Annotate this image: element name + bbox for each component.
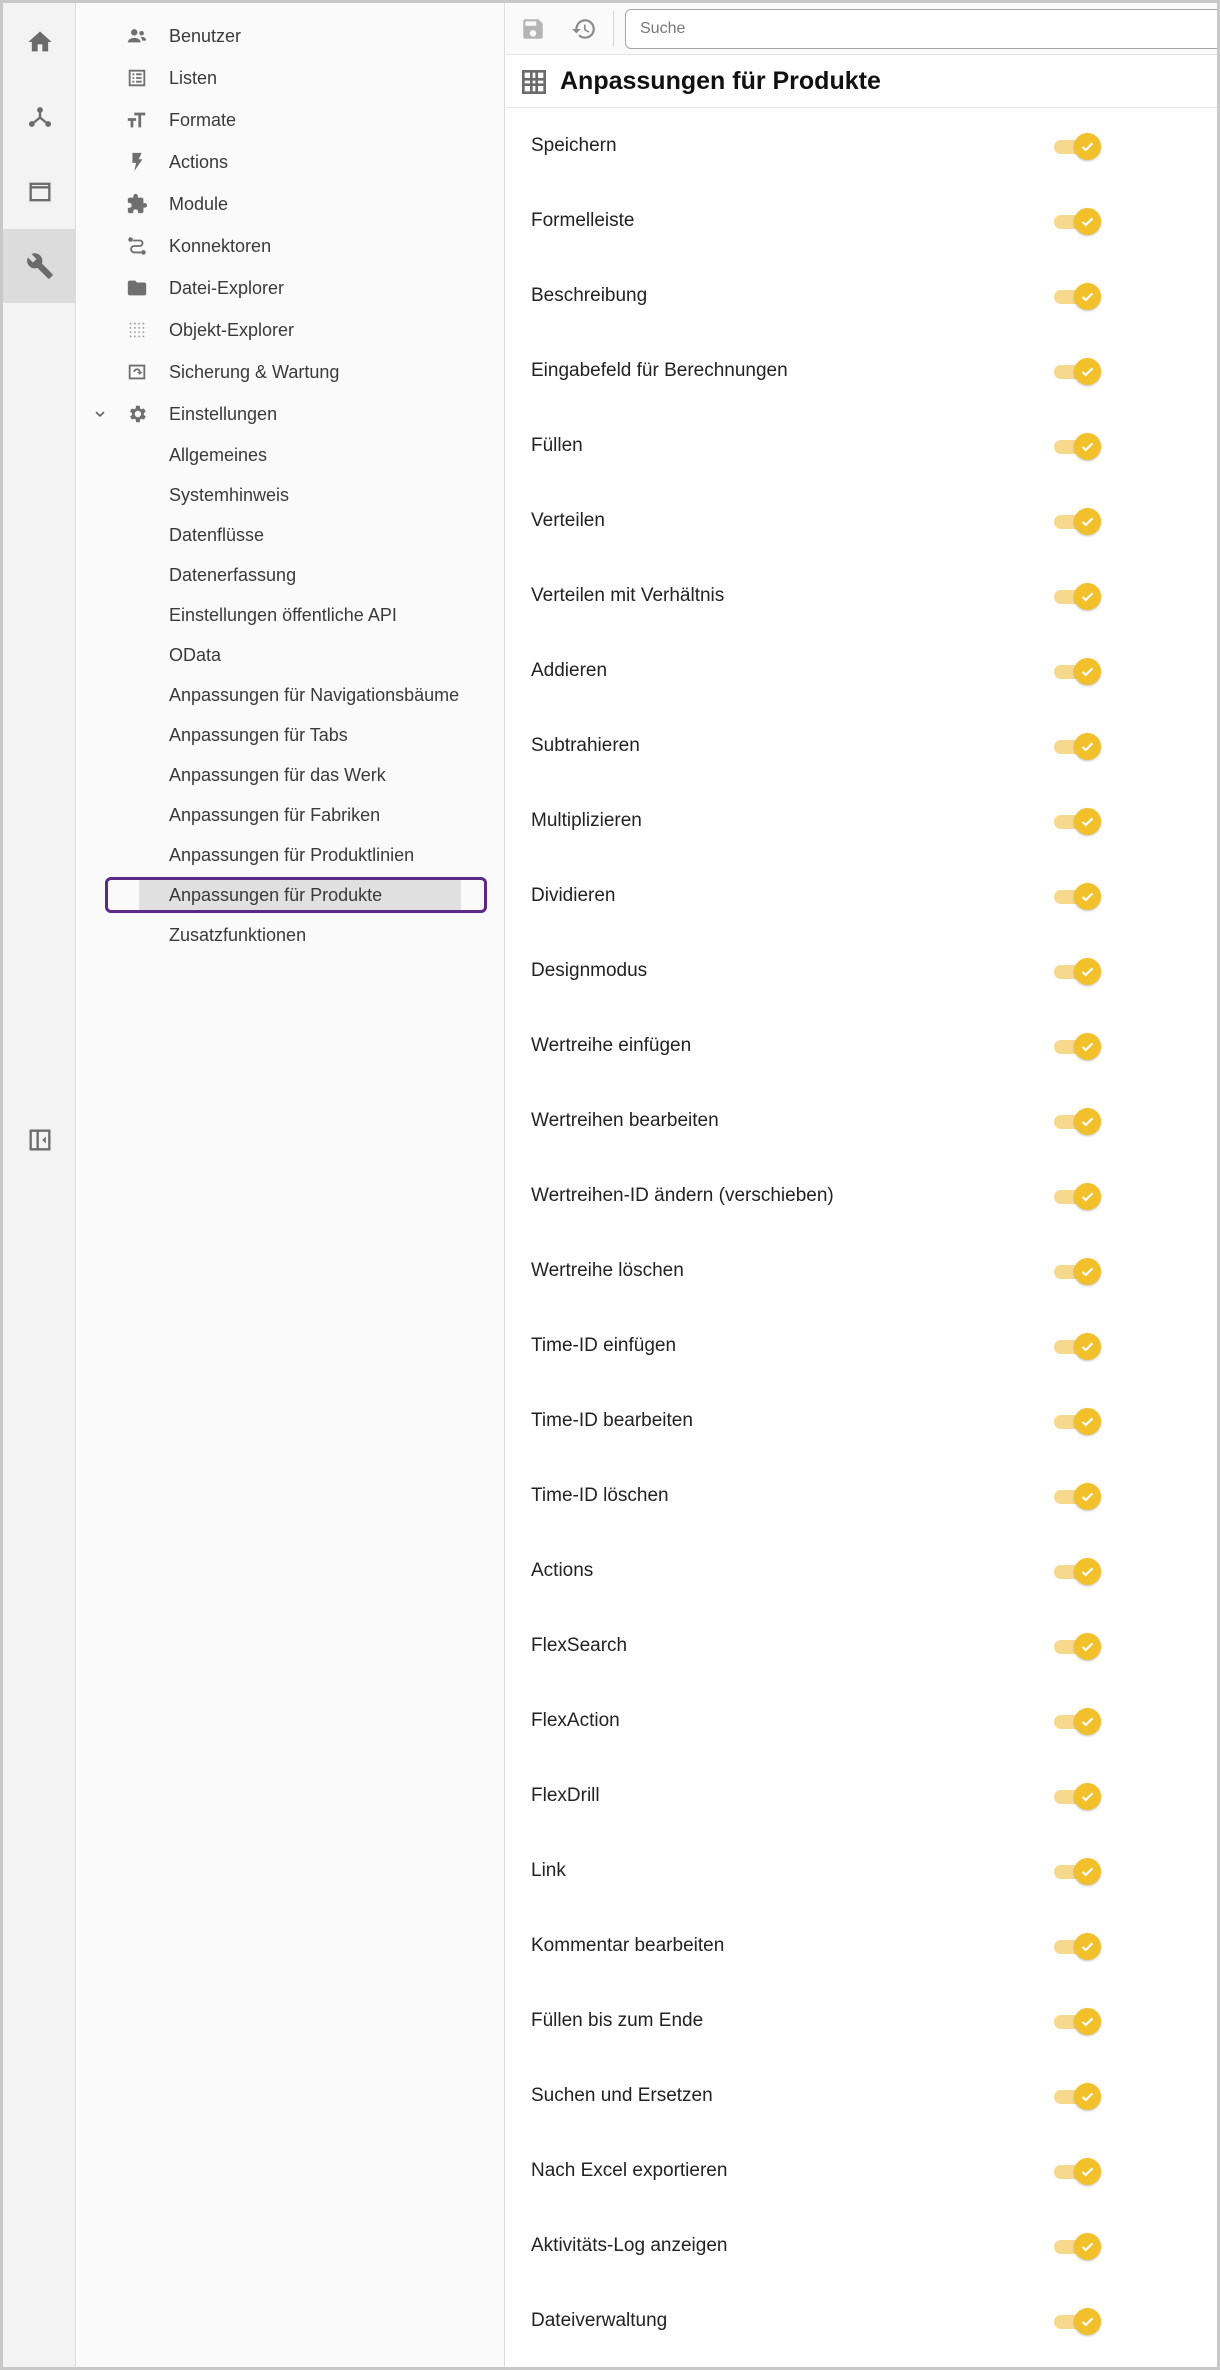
subnav-label: Systemhinweis [169,484,290,505]
toggle-thumb [1074,2083,1101,2110]
setting-toggle[interactable] [1054,1630,1104,1662]
settings-nav-tree [77,3,505,2367]
setting-label: Aktivitäts-Log anzeigen [531,2234,728,2256]
check-icon [1079,1263,1096,1280]
subnav-item-navigationsbaeume[interactable] [77,677,505,713]
icon-rail [3,3,76,2367]
setting-row [506,2208,1220,2283]
nav-label: Actions [169,151,229,172]
setting-toggle[interactable] [1054,280,1104,312]
setting-row [506,708,1220,783]
setting-toggle[interactable] [1054,580,1104,612]
check-icon [1079,1188,1096,1205]
subnav-item-zusatzfunktionen[interactable] [77,917,505,953]
check-icon [1079,213,1096,230]
setting-row [506,2283,1220,2358]
setting-toggle[interactable] [1054,1930,1104,1962]
setting-label: Speichern [531,134,617,156]
list-icon [125,66,149,90]
setting-toggle[interactable] [1054,880,1104,912]
check-icon [1079,1563,1096,1580]
toggle-thumb [1074,883,1101,910]
setting-row [506,483,1220,558]
check-icon [1079,138,1096,155]
subnav-item-werk[interactable] [77,757,505,793]
subnav-item-odata[interactable] [77,637,505,673]
dots-grid-icon [125,318,149,342]
setting-row [506,1908,1220,1983]
check-icon [1079,1113,1096,1130]
grid-icon [518,66,550,98]
check-icon [1079,813,1096,830]
setting-label: Time-ID löschen [531,1484,669,1506]
subnav-label: Anpassungen für Tabs [169,724,348,745]
check-icon [1079,1788,1096,1805]
nav-item-listen[interactable] [77,58,505,98]
toggle-thumb [1074,583,1101,610]
subnav-item-allgemeines[interactable] [77,437,505,473]
check-icon [1079,363,1096,380]
setting-row [506,2133,1220,2208]
setting-toggle[interactable] [1054,1255,1104,1287]
check-icon [1079,288,1096,305]
toggle-thumb [1074,1183,1101,1210]
setting-toggle[interactable] [1054,1855,1104,1887]
toggle-thumb [1074,1708,1101,1735]
toolbar [506,3,1220,55]
toggle-thumb [1074,2158,1101,2185]
setting-row [506,333,1220,408]
nav-label: Benutzer [169,25,242,46]
nav-item-konnektoren[interactable] [77,226,505,266]
setting-label: Füllen [531,434,583,456]
network-icon[interactable] [3,80,76,154]
subnav-item-datenfluesse[interactable] [77,517,505,553]
toggle-thumb [1074,1633,1101,1660]
setting-toggle[interactable] [1054,1480,1104,1512]
subnav-item-fabriken[interactable] [77,797,505,833]
toggle-thumb [1074,1258,1101,1285]
toggle-thumb [1074,2233,1101,2260]
toggle-thumb [1074,1933,1101,1960]
setting-label: Eingabefeld für Berechnungen [531,359,788,381]
check-icon [1079,2013,1096,2030]
setting-toggle[interactable] [1054,1180,1104,1212]
setting-label: Verteilen [531,509,605,531]
setting-row [506,558,1220,633]
setting-toggle[interactable] [1054,2155,1104,2187]
setting-toggle[interactable] [1054,2305,1104,2337]
nav-label: Sicherung & Wartung [169,361,340,382]
toggle-thumb [1074,1483,1101,1510]
setting-row [506,1083,1220,1158]
setting-toggle[interactable] [1054,130,1104,162]
setting-label: Multiplizieren [531,809,642,831]
setting-toggle[interactable] [1054,655,1104,687]
puzzle-icon [125,192,149,216]
check-icon [1079,2163,1096,2180]
subnav-label: Allgemeines [169,444,268,465]
setting-toggle[interactable] [1054,205,1104,237]
toggle-thumb [1074,1783,1101,1810]
setting-row [506,1008,1220,1083]
subnav-label: Anpassungen für Navigationsbäume [169,684,460,705]
bolt-icon [125,150,149,174]
subnav-label: Anpassungen für das Werk [169,764,386,785]
setting-row [506,1608,1220,1683]
setting-row [506,1458,1220,1533]
setting-toggle[interactable] [1054,805,1104,837]
check-icon [1079,2313,1096,2330]
setting-toggle[interactable] [1054,1555,1104,1587]
toggle-thumb [1074,1333,1101,1360]
wrench-icon[interactable] [3,229,76,303]
setting-row [506,1533,1220,1608]
chevron-down-icon[interactable] [91,405,109,423]
setting-toggle[interactable] [1054,505,1104,537]
toggle-thumb [1074,2008,1101,2035]
nav-item-benutzer[interactable] [77,16,505,56]
toggle-thumb [1074,283,1101,310]
subnav-item-systemhinweis[interactable] [77,477,505,513]
subnav-item-tabs[interactable] [77,717,505,753]
setting-row [506,408,1220,483]
check-icon [1079,963,1096,980]
setting-label: Kommentar bearbeiten [531,1934,725,1956]
check-icon [1079,738,1096,755]
subnav-label: Anpassungen für Produktlinien [169,844,415,865]
setting-toggle[interactable] [1054,355,1104,387]
toggle-thumb [1074,2308,1101,2335]
check-icon [1079,663,1096,680]
nav-label: Module [169,193,229,214]
toggle-thumb [1074,358,1101,385]
nav-label: Datei-Explorer [169,277,285,298]
check-icon [1079,513,1096,530]
setting-toggle[interactable] [1054,1105,1104,1137]
subnav-item-datenerfassung[interactable] [77,557,505,593]
toggle-thumb [1074,508,1101,535]
setting-toggle[interactable] [1054,1780,1104,1812]
subnav-label: Einstellungen öffentliche API [169,604,397,625]
toggle-thumb [1074,1033,1101,1060]
setting-label: Link [531,1859,566,1881]
setting-row [506,1833,1220,1908]
check-icon [1079,888,1096,905]
nav-label: Einstellungen [169,403,278,424]
setting-toggle[interactable] [1054,1705,1104,1737]
page-header [506,56,1220,108]
setting-label: FlexSearch [531,1634,628,1656]
nav-item-formate[interactable] [77,100,505,140]
setting-label: Designmodus [531,959,648,981]
setting-row [506,1308,1220,1383]
dashboard-icon[interactable] [3,155,76,229]
setting-row [506,1233,1220,1308]
setting-label: Subtrahieren [531,734,640,756]
check-icon [1079,1038,1096,1055]
check-icon [1079,1338,1096,1355]
setting-row [506,1158,1220,1233]
setting-row [506,933,1220,1008]
toggle-thumb [1074,808,1101,835]
subnav-item-api[interactable] [77,597,505,633]
toggle-thumb [1074,733,1101,760]
setting-toggle[interactable] [1054,1030,1104,1062]
toggle-thumb [1074,133,1101,160]
check-icon [1079,2238,1096,2255]
setting-row [506,858,1220,933]
setting-row [506,258,1220,333]
setting-label: Beschreibung [531,284,648,306]
nav-label: Objekt-Explorer [169,319,295,340]
check-icon [1079,1638,1096,1655]
check-icon [1079,1488,1096,1505]
setting-label: Actions [531,1559,594,1581]
subnav-label: Zusatzfunktionen [169,924,307,945]
nav-label: Konnektoren [169,235,272,256]
check-icon [1079,438,1096,455]
connector-icon [125,234,149,258]
nav-item-datei-explorer[interactable] [77,268,505,308]
subnav-item-produkte[interactable] [77,877,505,913]
nav-item-actions[interactable] [77,142,505,182]
setting-label: Wertreihen bearbeiten [531,1109,719,1131]
setting-row [506,783,1220,858]
setting-toggle[interactable] [1054,2230,1104,2262]
backup-icon [125,360,149,384]
toggle-thumb [1074,1558,1101,1585]
setting-row [506,2058,1220,2133]
setting-label: FlexAction [531,1709,620,1731]
nav-label: Listen [169,67,218,88]
toggle-thumb [1074,658,1101,685]
check-icon [1079,1863,1096,1880]
subnav-label: Datenflüsse [169,524,265,545]
setting-row [506,183,1220,258]
check-icon [1079,588,1096,605]
collapse-sidebar-icon[interactable] [3,1103,76,1177]
toggle-thumb [1074,1858,1101,1885]
setting-row [506,1683,1220,1758]
folder-icon [125,276,149,300]
subnav-label: Anpassungen für Fabriken [169,804,381,825]
setting-label: Wertreihe löschen [531,1259,684,1281]
toggle-thumb [1074,1108,1101,1135]
setting-toggle[interactable] [1054,955,1104,987]
setting-toggle[interactable] [1054,2080,1104,2112]
save-icon[interactable] [517,13,549,45]
main-panel [506,3,1220,2367]
history-icon[interactable] [568,13,600,45]
subnav-label: Anpassungen für Produkte [169,884,383,905]
setting-toggle[interactable] [1054,430,1104,462]
setting-toggle[interactable] [1054,1330,1104,1362]
subnav-label: OData [169,644,222,665]
nav-item-sicherung-wartung[interactable] [77,352,505,392]
setting-row [506,108,1220,183]
setting-label: Dividieren [531,884,616,906]
setting-label: Füllen bis zum Ende [531,2009,704,2031]
setting-label: Verteilen mit Verhältnis [531,584,725,606]
setting-label: Addieren [531,659,608,681]
home-icon[interactable] [3,5,76,79]
check-icon [1079,1413,1096,1430]
setting-label: Dateiverwaltung [531,2309,668,2331]
toggle-thumb [1074,958,1101,985]
setting-row [506,633,1220,708]
setting-label: Time-ID bearbeiten [531,1409,693,1431]
setting-toggle[interactable] [1054,2005,1104,2037]
setting-label: FlexDrill [531,1784,600,1806]
toggle-thumb [1074,433,1101,460]
check-icon [1079,1713,1096,1730]
setting-row [506,1383,1220,1458]
setting-row [506,1758,1220,1833]
nav-item-einstellungen[interactable] [77,394,505,434]
setting-label: Wertreihen-ID ändern (verschieben) [531,1184,834,1206]
setting-label: Formelleiste [531,209,635,231]
subnav-label: Datenerfassung [169,564,297,585]
check-icon [1079,1938,1096,1955]
text-format-icon [125,108,149,132]
setting-label: Nach Excel exportieren [531,2159,728,2181]
setting-label: Wertreihe einfügen [531,1034,692,1056]
search-input[interactable] [625,9,1220,49]
gear-icon [125,402,149,426]
subnav-item-produktlinien[interactable] [77,837,505,873]
setting-row [506,1983,1220,2058]
nav-item-objekt-explorer[interactable] [77,310,505,350]
toggle-thumb [1074,208,1101,235]
setting-label: Time-ID einfügen [531,1334,677,1356]
setting-label: Suchen und Ersetzen [531,2084,713,2106]
toggle-thumb [1074,1408,1101,1435]
nav-label: Formate [169,109,237,130]
setting-toggle[interactable] [1054,1405,1104,1437]
setting-toggle[interactable] [1054,730,1104,762]
nav-item-module[interactable] [77,184,505,224]
check-icon [1079,2088,1096,2105]
page-title: Anpassungen für Produkte [560,67,881,95]
users-icon [125,24,149,48]
toolbar-divider [613,11,614,47]
